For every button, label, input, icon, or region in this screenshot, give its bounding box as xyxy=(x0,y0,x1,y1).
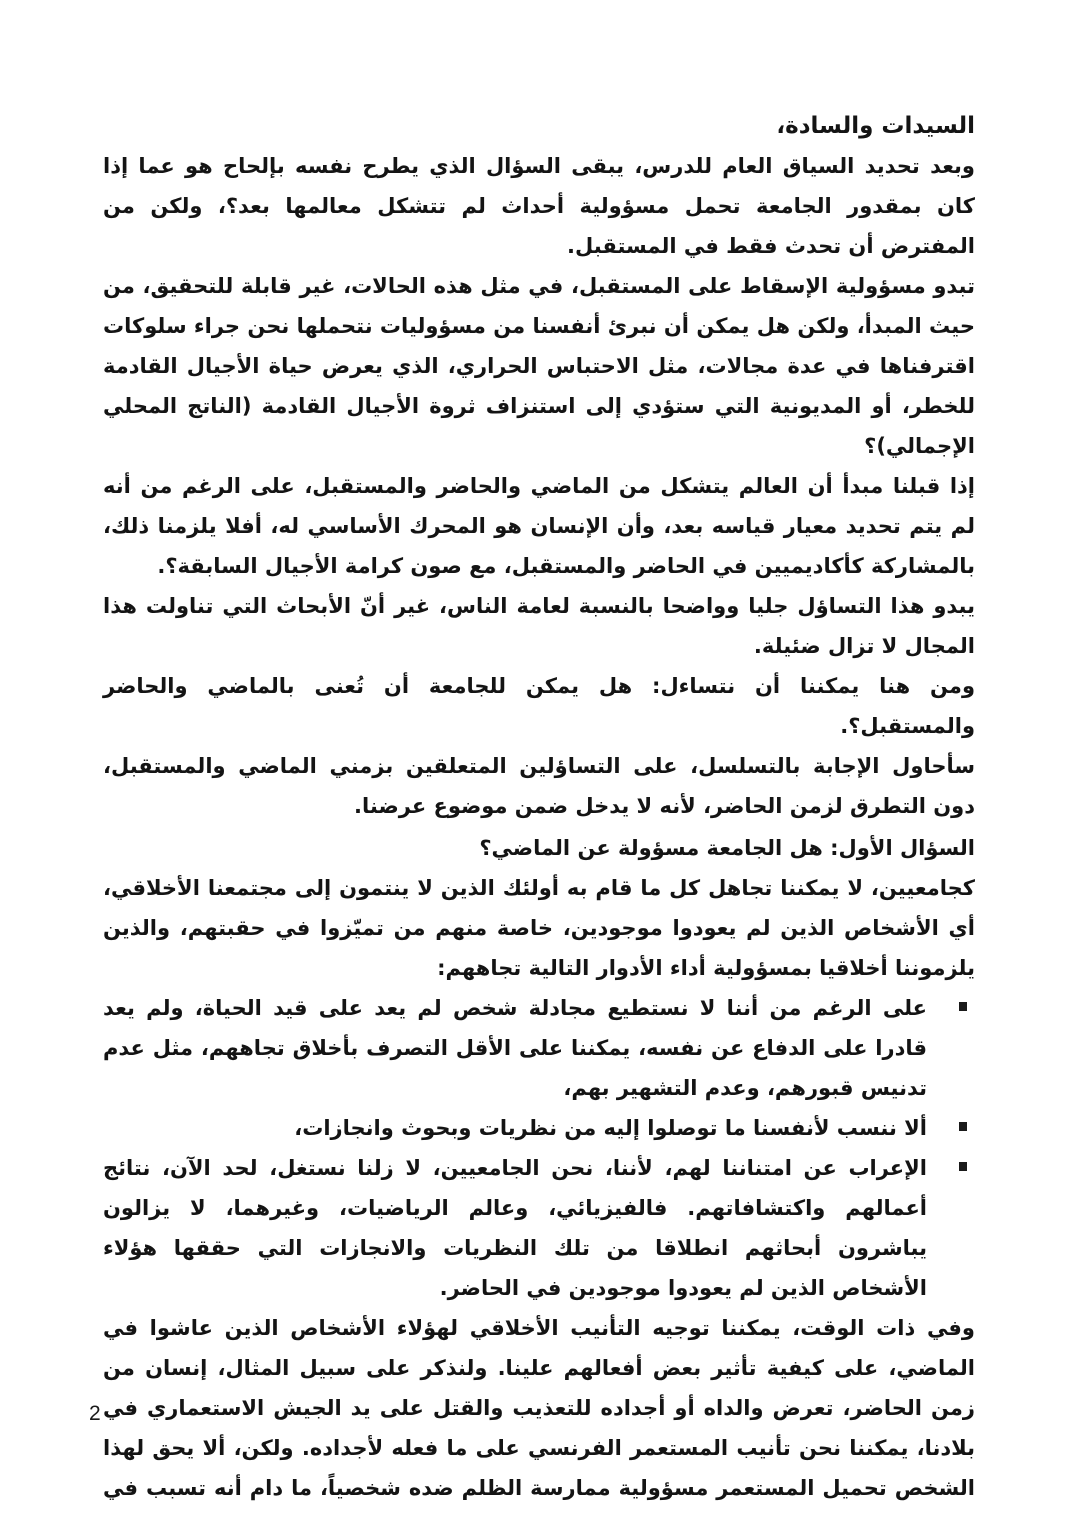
section-heading: السؤال الأول: هل الجامعة مسؤولة عن الماضي؟ xyxy=(479,836,975,860)
page-number: 2 xyxy=(89,1402,101,1425)
greeting-heading: السيدات والسادة، xyxy=(776,113,975,139)
paragraph-intro-4: يبدو هذا التساؤل جليا وواضحا بالنسبة لعامة الناس، غير أنّ الأبحاث التي تناولت هذا المجال لا تزال ضئيلة. xyxy=(103,594,975,658)
square-bullet-icon xyxy=(959,1162,967,1171)
bullet-text: الإعراب عن امتناننا لهم، لأننا، نحن الجامعيين، لا زلنا نستغل، لحد الآن، نتائج أعمالهم واكتشافاتهم. فالفيزيائي، وعالم الرياضيات، وغيرهما، لا يزالون يباشرون أبحاثهم انطلاقا من تلك النظريات والانجازات التي حققها هؤلاء الأشخاص الذين لم يعودوا موجودين في الحاضر. xyxy=(103,1156,927,1300)
square-bullet-icon xyxy=(959,1122,967,1131)
paragraph-intro-2: تبدو مسؤولية الإسقاط على المستقبل، في مثل هذه الحالات، غير قابلة للتحقيق، من حيث المبدأ، ولكن هل يمكن أن نبرئ أنفسنا من مسؤوليات نتحملها نحن جراء سلوكات اقترفناها في عدة مجالات، مثل الاحتباس الحراري، الذي يعرض حياة الأجيال القادمة للخطر، أو المديونية التي ستؤدي إلى استنزاف ثروة الأجيال القادمة (الناتج المحلي الإجمالي)؟ xyxy=(103,274,975,458)
document-page xyxy=(103,106,975,1508)
square-bullet-icon xyxy=(959,1002,967,1011)
paragraph-intro-1: وبعد تحديد السياق العام للدرس، يبقى السؤال الذي يطرح نفسه بإلحاح هو عما إذا كان بمقدور الجامعة تحمل مسؤولية أحداث لم تتشكل معالمها بعد؟، ولكن من المفترض أن تحدث فقط في المستقبل. xyxy=(103,154,975,258)
section-intro-paragraph: كجامعيين، لا يمكننا تجاهل كل ما قام به أولئك الذين لا ينتمون إلى مجتمعنا الأخلاقي، أي الأشخاص الذين لم يعودوا موجودين، خاصة منهم من تميّزوا في حقبتهم، والذين يلزموننا أخلاقيا بمسؤولية أداء الأدوار التالية تجاههم: xyxy=(103,876,975,980)
paragraph-intro-6: سأحاول الإجابة بالتسلسل، على التساؤلين المتعلقين بزمني الماضي والمستقبل، دون التطرق لزمن الحاضر، لأنه لا يدخل ضمن موضوع عرضنا. xyxy=(103,754,975,818)
bullet-list xyxy=(103,988,975,1308)
bullet-item xyxy=(103,988,927,1108)
bullet-item xyxy=(103,1148,927,1308)
bullet-text: ألا ننسب لأنفسنا ما توصلوا إليه من نظريات وبحوث وانجازات، xyxy=(294,1116,927,1140)
closing-paragraph: وفي ذات الوقت، يمكننا توجيه التأنيب الأخلاقي لهؤلاء الأشخاص الذين عاشوا في الماضي، على كيفية تأثير بعض أفعالهم علينا. ولنذكر على سبيل المثال، إنسان من زمن الحاضر، تعرض والداه أو أجداده للتعذيب والقتل على يد الجيش الاستعماري في بلادنا، يمكننا نحن تأنيب المستعمر الفرنسي على ما فعله لأجداده. ولكن، ألا يحق لهذا الشخص تحميل المستعمر مسؤولية ممارسة الظلم ضده شخصياً، ما دام أنه تسبب في xyxy=(103,1316,975,1500)
bullet-text: على الرغم من أننا لا نستطيع مجادلة شخص لم يعد على قيد الحياة، ولم يعد قادرا على الدفاع عن نفسه، يمكننا على الأقل التصرف بأخلاق تجاههم، مثل عدم تدنيس قبورهم، وعدم التشهير بهم، xyxy=(103,996,927,1100)
paragraph-intro-3: إذا قبلنا مبدأ أن العالم يتشكل من الماضي والحاضر والمستقبل، على الرغم من أنه لم يتم تحديد معيار قياسه بعد، وأن الإنسان هو المحرك الأساسي له، أفلا يلزمنا ذلك، بالمشاركة كأكاديميين في الحاضر والمستقبل، مع صون كرامة الأجيال السابقة؟. xyxy=(103,474,975,578)
bullet-item xyxy=(103,1108,927,1148)
paragraph-intro-5: ومن هنا يمكننا أن نتساءل: هل يمكن للجامعة أن تُعنى بالماضي والحاضر والمستقبل؟. xyxy=(103,674,975,738)
